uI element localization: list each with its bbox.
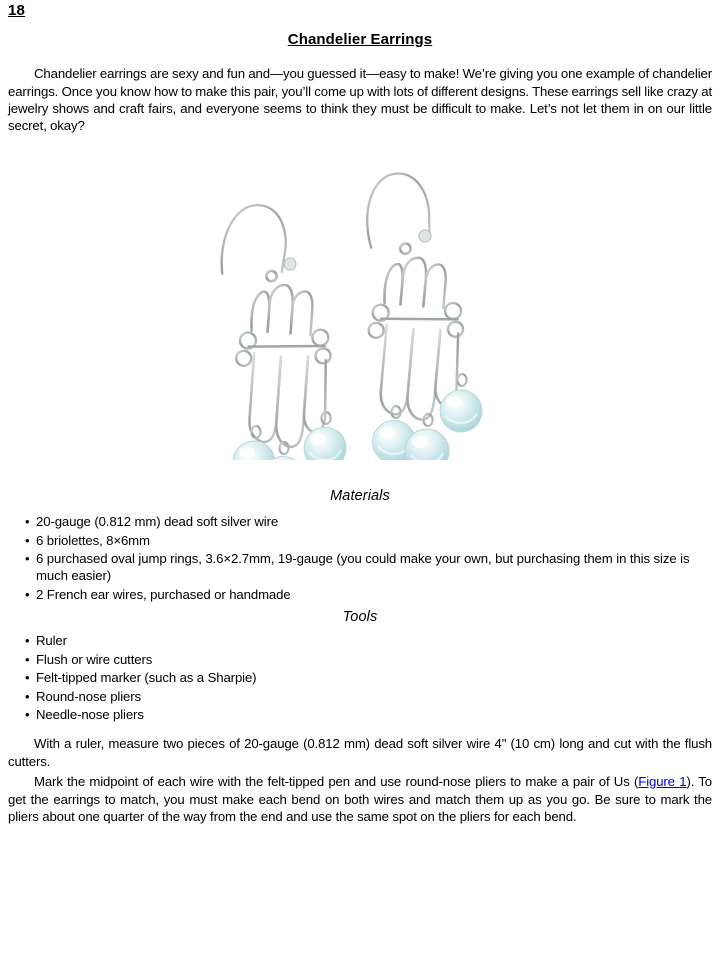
earrings-photo [196,160,556,460]
earrings-illustration [196,160,556,460]
tools-list [0,632,720,725]
list-item: • 6 purchased oval jump rings, 3.6×2.7mm, 19-gauge (you could make your own, but purchasing them in this size is much easier) [25,551,690,584]
list-item: • 2 French ear wires, purchased or handmade [25,586,291,602]
bullet-icon: • [25,514,30,529]
list-item: • Round-nose pliers [25,688,141,704]
intro-paragraph: Chandelier earrings are sexy and fun and—you guessed it—easy to make! We’re giving you one example of chandelier earrings. Once you know how to make this pair, you’ll come up with lots of different designs. These earrings sell like crazy at jewelry shows and craft fairs, and everyone seems to think they must be difficult to make. Let’s not let them in on our little secret, okay? [8,66,712,134]
bullet-icon: • [25,688,30,704]
instruction-paragraph-measure: With a ruler, measure two pieces of 20-gauge (0.812 mm) dead soft silver wire 4" (10 cm) long and cut with the flush cutters. [8,736,712,769]
left-earring-bead-1 [233,426,275,460]
list-item: • Ruler [25,633,67,648]
bullet-icon: • [25,633,30,648]
list-item: • Felt-tipped marker (such as a Sharpie) [25,670,257,686]
list-item: • Needle-nose pliers [25,707,144,723]
tools-heading: Tools [342,609,378,625]
bullet-icon: • [25,651,30,667]
left-earring [220,202,346,460]
figure-xref-number: 1 [679,774,687,790]
bullet-icon: • [25,532,30,548]
bullet-icon: • [25,551,30,567]
right-earring [361,172,482,460]
page-title-text: Chandelier Earrings [287,31,433,48]
bullet-icon: • [25,586,30,602]
bullet-icon: • [25,670,30,686]
page-number: 18 [8,2,26,19]
figure-1-crossref-link[interactable] [638,774,686,789]
list-item: • Flush or wire cutters [25,651,153,667]
bullet-icon: • [25,707,30,723]
materials-heading: Materials [330,488,390,504]
instruction-paragraph-mark [8,773,712,825]
list-item: • 20-gauge (0.812 mm) dead soft silver wire [25,514,279,529]
instruction-text-before-xref: Mark the midpoint of each wire with the felt-tipped pen and use round-nose pliers to make a pair of Us ( [34,774,639,790]
list-item: • 6 briolettes, 8×6mm [25,532,150,548]
materials-list [0,513,720,605]
figure-xref-word: Figure [638,774,675,790]
page-title [0,31,720,48]
instruction-text-after-xref: ). To get the earrings to match, you must make each bend on both wires and match them up as you go. Be sure to mark the pliers about one quarter of the way from the end and use the same spot on the pliers for each bend. [8,774,712,824]
right-earring-bead-3 [440,374,482,432]
